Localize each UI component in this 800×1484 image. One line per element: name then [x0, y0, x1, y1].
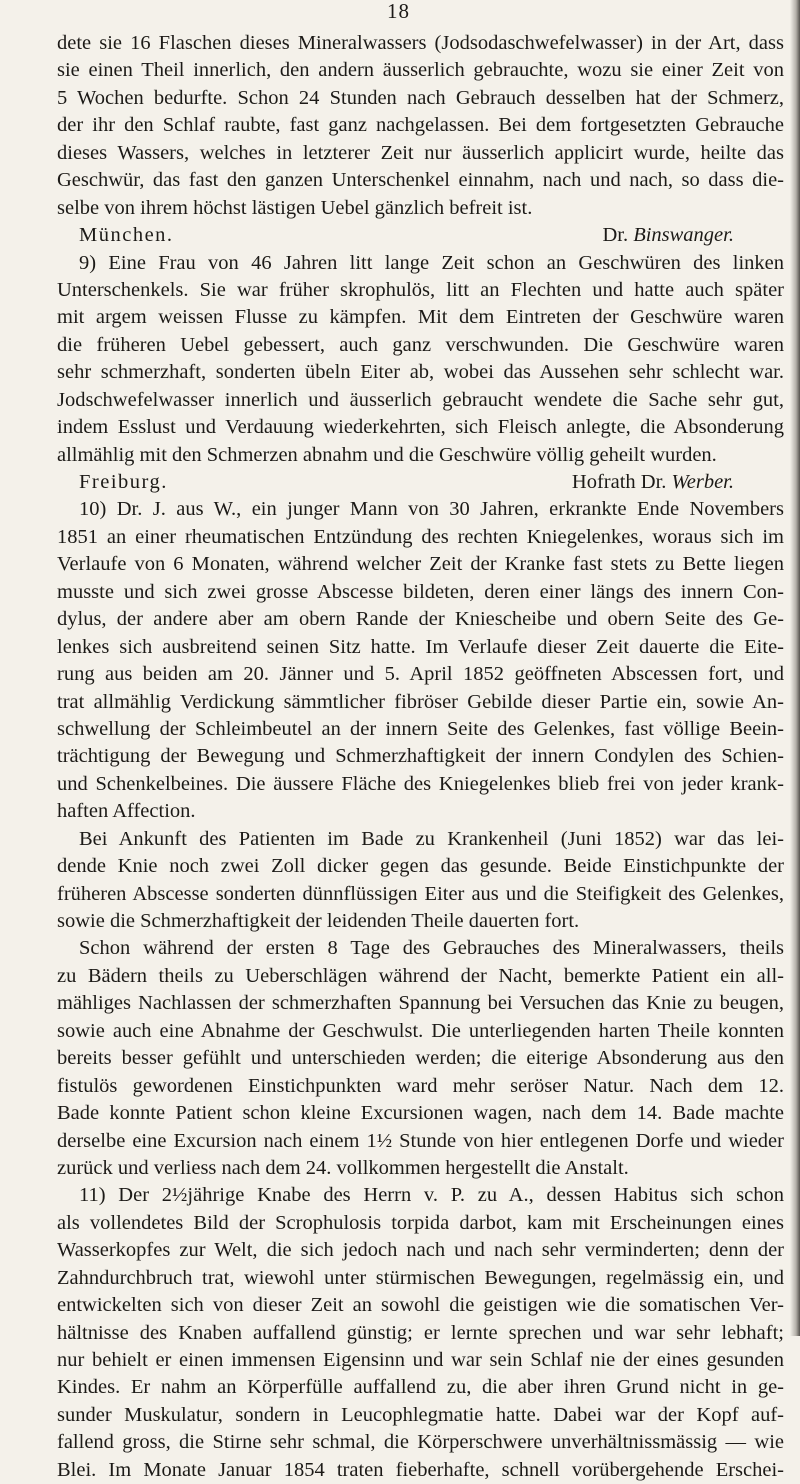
text-line: Zahndurchbruch trat, wiewohl unter stürmischen Bewegungen, regelmässig ein, und [57, 1266, 784, 1289]
text-line: und Schenkelbeines. Die äussere Fläche des Kniegelenkes blieb frei von jeder krank- [57, 772, 784, 795]
text-line: sowie die Schmerzhaftigkeit der leidenden Theile dauerten fort. [57, 910, 580, 932]
signature-name: Binswanger. [633, 224, 734, 247]
text-line: allmählig mit den Schmerzen abnahm und die Geschwüre völlig geheilt wurden. [57, 443, 717, 466]
signature-author-block [602, 222, 734, 249]
text-line: trächtigung der Bewegung und Schmerzhaftigkeit der innern Condylen des Schien- [57, 745, 784, 768]
signature-author-block [572, 469, 734, 496]
text-line: 1851 an einer rheumatischen Entzündung des rechten Kniegelenkes, woraus sich im [57, 525, 784, 548]
text-line: sowie auch eine Abnahme der Geschwulst. Die unterliegenden harten Theile konnten [57, 1019, 784, 1042]
text-line: schwellung der Schleimbeutel an der innern Seite des Gelenkes, fast völlige Beein- [57, 717, 784, 740]
text-line: musste und sich zwei grosse Abscesse bildeten, deren einer längs des innern Con- [57, 580, 784, 603]
text-line: entwickelten sich von dieser Zeit an sowohl die geistigen wie die somatischen Ver- [57, 1294, 784, 1317]
text-line: Verlaufe von 6 Monaten, während welcher Zeit der Kranke fast stets zu Bette liegen [57, 553, 784, 576]
text-line: die früheren Uebel gebessert, auch ganz verschwunden. Die Geschwüre waren [57, 333, 784, 356]
text-line: Bade konnte Patient schon kleine Excursionen wagen, nach dem 14. Bade machte [57, 1102, 784, 1125]
text-line: sehr schmerzhaft, sonderten übeln Eiter ab, wobei das Aussehen sehr schlecht war. [57, 361, 784, 384]
text-line: 5 Wochen bedurfte. Schon 24 Stunden nach Gebrauch desselben hat der Schmerz, [57, 86, 784, 109]
text-line: als vollendetes Bild der Scrophulosis torpida darbot, kam mit Erscheinungen eines [57, 1211, 784, 1234]
text-line: mähliges Nachlassen der schmerzhaften Spannung bei Versuchen das Knie zu beugen, [57, 992, 784, 1015]
text-line: derselbe eine Excursion nach einem 1½ Stunde von hier entlegenen Dorfe und wieder [57, 1129, 784, 1152]
text-line: Blei. Im Monate Januar 1854 traten fieberhafte, schnell vorübergehende Erschei- [57, 1458, 784, 1481]
text-line: sie einen Theil innerlich, den andern äusserlich gebrauchte, wozu sie einer Zeit von [57, 59, 784, 82]
signature-place: München. [79, 224, 174, 247]
text-line: trat allmählig Verdickung sämmtlicher fibröser Gebilde dieser Partie ein, sowie An- [57, 690, 784, 713]
page-edge-shadow [790, 0, 800, 1336]
text-line: 9) Eine Frau von 46 Jahren litt lange Zeit schon an Geschwüren des linken [79, 251, 784, 274]
text-line: dieses Wassers, welches in letzterer Zeit nur äusserlich applicirt wurde, heilte das [57, 141, 784, 164]
text-line: mit argem weissen Flusse zu kämpfen. Mit dem Eintreten der Geschwüre waren [57, 306, 784, 329]
text-line: Bei Ankunft des Patienten im Bade zu Krankenheil (Juni 1852) war das lei- [79, 827, 784, 850]
text-line: haften Affection. [57, 800, 196, 823]
signature-name: Werber. [671, 471, 734, 493]
text-line: dende Knie noch zwei Zoll dicker gegen das gesunde. Beide Einstichpunkte der [57, 855, 784, 878]
signature-place: Freiburg. [79, 471, 168, 493]
text-line: hältnisse des Knaben auffallend günstig; er lernte sprechen und war sehr lebhaft; [57, 1321, 784, 1344]
text-line: 11) Der 2½jährige Knabe des Herrn v. P. zu A., dessen Habitus sich schon [79, 1184, 784, 1207]
text-line: fistulös gewordenen Einstichpunkten ward mehr seröser Natur. Nach dem 12. [57, 1074, 784, 1097]
text-line: rung aus beiden am 20. Jänner und 5. April 1852 geöffneten Abscessen fort, und [57, 663, 784, 686]
text-line: dete sie 16 Flaschen dieses Mineralwassers (Jodsodaschwefelwasser) in der Art, dass [57, 32, 784, 54]
text-line: Unterschenkels. Sie war früher skrophulös, litt an Flechten und hatte auch später [57, 278, 784, 301]
signature-title: Hofrath Dr. [571, 471, 672, 493]
signature-line [57, 469, 784, 496]
text-line: der ihr den Schlaf raubte, fast ganz nachgelassen. Bei dem fortgesetzten Gebrauche [57, 114, 784, 137]
text-line: zu Bädern theils zu Ueberschlägen während der Nacht, bemerkte Patient ein all- [57, 964, 784, 987]
signature-line [57, 222, 784, 249]
text-line: Schon während der ersten 8 Tage des Gebrauches des Mineralwassers, theils [79, 937, 784, 960]
text-line: indem Esslust und Verdauung wiederkehrten, sich Fleisch anlegte, die Absonderung [57, 416, 784, 439]
text-line: früheren Abscesse sonderten dünnflüssigen Eiter aus und die Steifigkeit des Gelenkes, [57, 882, 784, 905]
text-line: sunder Muskulatur, sondern in Leucophlegmatie hatte. Dabei war der Kopf auf- [57, 1403, 784, 1426]
text-line: nur behielt er einen immensen Eigensinn und war sein Schlaf nie der eines gesunden [57, 1349, 784, 1371]
text-line: 10) Dr. J. aus W., ein junger Mann von 30 Jahren, erkrankte Ende Novembers [79, 498, 784, 521]
text-line: selbe von ihrem höchst lästigen Uebel gänzlich befreit ist. [57, 196, 533, 219]
text-line: Kindes. Er nahm an Körperfülle auffallend zu, die aber ihren Grund nicht in ge- [57, 1376, 784, 1399]
text-line: Jodschwefelwasser innerlich und äusserlich gebraucht wendete die Sache sehr gut, [57, 388, 784, 411]
text-line: zurück und verliess nach dem 24. vollkommen hergestellt die Anstalt. [57, 1156, 629, 1179]
text-line: lenkes sich ausbreitend seinen Sitz hatte. Im Verlaufe dieser Zeit dauerte die Eite- [57, 635, 784, 658]
text-line: dylus, der andere aber am obern Rande der Kniescheibe und obern Seite des Ge- [57, 608, 784, 631]
text-line: Wasserkopfes zur Welt, die sich jedoch nach und nach sehr verminderten; denn der [57, 1239, 784, 1262]
text-line: Geschwür, das fast den ganzen Unterschenkel einnahm, nach und nach, so dass die- [57, 169, 784, 192]
signature-title: Dr. [602, 224, 634, 247]
text-line: fallend gross, die Stirne sehr schmal, die Körperschwere unverhältnissmässig — wie [57, 1431, 784, 1454]
body-text [57, 30, 784, 1484]
text-line: bereits besser gefühlt und unterschieden werden; die eiterige Absonderung aus den [57, 1047, 784, 1070]
page-number: 18 [387, 0, 410, 23]
